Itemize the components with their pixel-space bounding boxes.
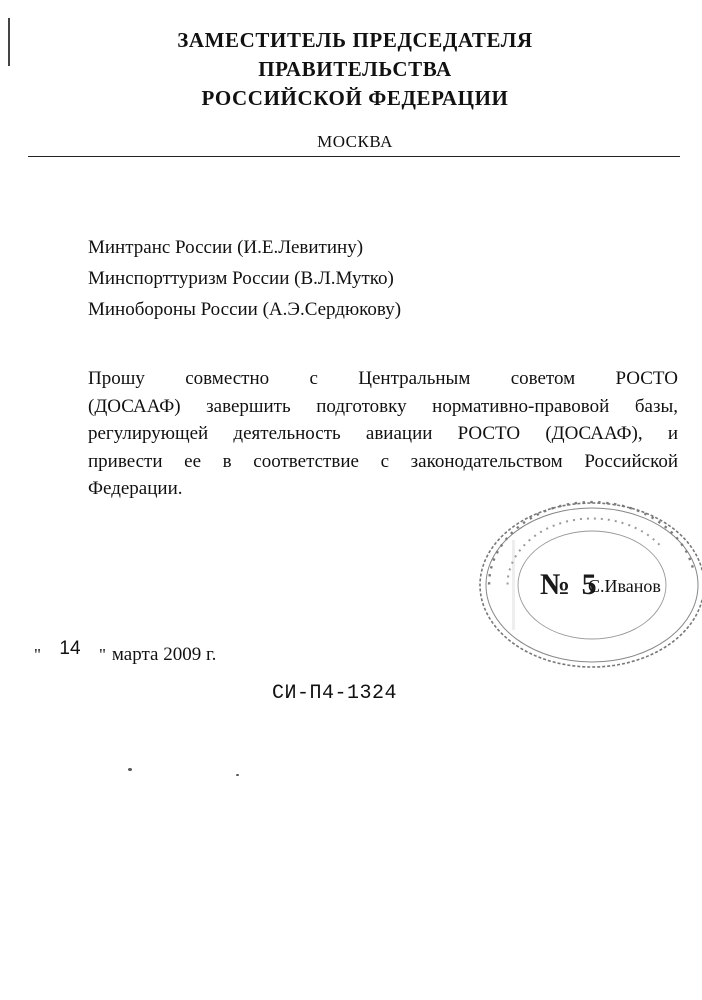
document-date [34,638,217,666]
seal-number: № 5 [540,568,599,601]
letterhead-line-1: ЗАМЕСТИТЕЛЬ ПРЕДСЕДАТЕЛЯ [177,28,533,52]
svg-text:▪ ▪ ▪ ▪ ▪ ▪ ▪ ▪ ▪ ▪ ▪ ▪ ▪ ▪ ▪: ▪ ▪ ▪ ▪ ▪ ▪ ▪ ▪ ▪ ▪ ▪ ▪ ▪ ▪ ▪ ▪ ▪ ▪ ▪ ▪ ▪ ▪ ▪ ▪ ▪ ▪ ▪ ▪ ▪ ▪ ▪ ▪ ▪ ▪ ▪ [484,500,697,586]
scan-speck [128,768,132,771]
date-day: 14 [59,638,81,659]
addressee-list [88,232,401,325]
scan-edge-mark [8,18,10,66]
svg-text:▪ ▪ ▪ ▪ ▪ ▪ ▪ ▪ ▪ ▪ ▪ ▪ ▪ ▪ ▪: ▪ ▪ ▪ ▪ ▪ ▪ ▪ ▪ ▪ ▪ ▪ ▪ ▪ ▪ ▪ ▪ ▪ ▪ ▪ ▪ ▪ ▪ ▪ ▪ ▪ ▪ ▪ ▪ [502,513,664,586]
date-open-quote: " [34,645,41,664]
body-line: регулирующей деятельность авиации РОСТО (ДОСААФ), и [88,423,678,444]
addressee: Минобороны России (А.Э.Сердюкову) [88,299,402,320]
addressee: Минтранс России (И.Е.Левитину) [88,237,364,258]
scan-speck [236,774,239,776]
body-line: Федерации. [88,478,183,499]
registration-number: СИ-П4-1324 [272,682,398,705]
date-month-year: марта 2009 г. [111,644,217,665]
body-line: Прошу совместно с Центральным советом РОСТО [88,368,678,389]
addressee: Минспорттуризм России (В.Л.Мутко) [88,268,394,289]
city: МОСКВА [317,132,393,151]
date-close-quote: " [98,645,106,664]
body-line: привести ее в соответствие с законодательством Российской [88,450,678,472]
letter-body [88,365,678,503]
letterhead-line-2: ПРАВИТЕЛЬСТВА [258,57,452,81]
header-divider [28,156,680,157]
signatory-name: С.Иванов [588,576,661,596]
letterhead [120,26,590,113]
letterhead-line-3: РОССИЙСКОЙ ФЕДЕРАЦИИ [201,86,509,110]
body-line: (ДОСААФ) завершить подготовку нормативно-правовой базы, [88,395,678,417]
